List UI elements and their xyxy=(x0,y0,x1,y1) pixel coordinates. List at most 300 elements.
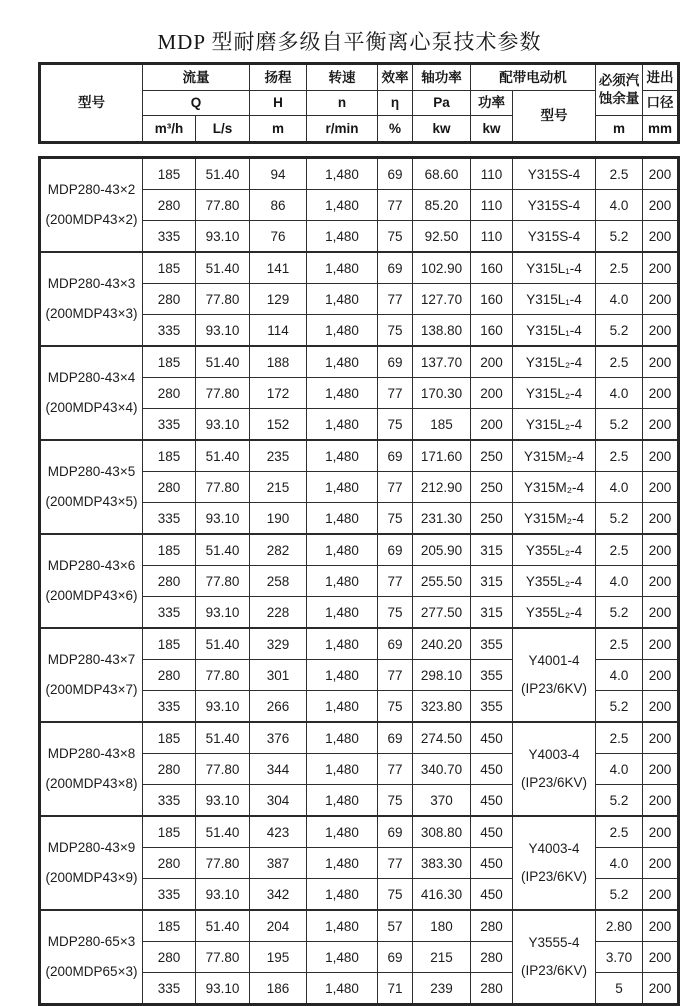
data-cell: 200 xyxy=(643,503,679,535)
col-header-npsh xyxy=(596,64,643,116)
data-cell: 92.50 xyxy=(413,221,471,253)
data-cell: 77.80 xyxy=(196,284,250,315)
data-cell: 200 xyxy=(643,440,679,472)
data-cell: 2.5 xyxy=(596,440,643,472)
table-row xyxy=(40,628,679,660)
col-header-head-unit: m xyxy=(250,116,307,143)
data-cell: 335 xyxy=(143,879,196,911)
data-cell: 200 xyxy=(643,472,679,503)
data-cell: 69 xyxy=(378,346,413,378)
data-cell: 1,480 xyxy=(307,346,378,378)
table-row xyxy=(40,158,679,190)
data-cell: 69 xyxy=(378,722,413,754)
col-header-model: 型号 xyxy=(40,64,143,143)
data-cell: 69 xyxy=(378,534,413,566)
data-cell: 1,480 xyxy=(307,503,378,535)
data-cell: 93.10 xyxy=(196,221,250,253)
motor-model-line1: Y4003-4 xyxy=(528,746,580,762)
data-cell: 200 xyxy=(643,378,679,409)
motor-model-line2: (IP23/6KV) xyxy=(520,681,588,696)
data-cell: 51.40 xyxy=(196,910,250,942)
data-cell: 110 xyxy=(471,221,513,253)
spec-data-table xyxy=(38,156,680,1006)
data-cell: 5.2 xyxy=(596,879,643,911)
data-cell: 160 xyxy=(471,284,513,315)
data-cell: 5.2 xyxy=(596,597,643,629)
data-cell: 4.0 xyxy=(596,566,643,597)
pump-model-cell xyxy=(40,158,143,253)
data-cell: 423 xyxy=(250,816,307,848)
col-header-head-symbol: H xyxy=(250,91,307,116)
table-row xyxy=(40,910,679,942)
data-cell: 77 xyxy=(378,284,413,315)
data-cell: 200 xyxy=(643,409,679,441)
data-cell: 75 xyxy=(378,691,413,723)
motor-model-cell: Y315M₂-4 xyxy=(513,440,596,472)
data-cell: 77 xyxy=(378,660,413,691)
data-cell: 4.0 xyxy=(596,848,643,879)
pump-model-cell xyxy=(40,722,143,816)
data-cell: 141 xyxy=(250,252,307,284)
data-cell: 200 xyxy=(643,848,679,879)
data-cell: 370 xyxy=(413,785,471,817)
data-cell: 200 xyxy=(643,315,679,347)
data-cell: 93.10 xyxy=(196,973,250,1005)
data-cell: 172 xyxy=(250,378,307,409)
motor-model-cell: Y315L₂-4 xyxy=(513,378,596,409)
motor-model-line1: Y4001-4 xyxy=(528,652,580,668)
data-cell: 5.2 xyxy=(596,691,643,723)
col-header-ports-unit: mm xyxy=(643,116,679,143)
data-cell: 185 xyxy=(143,346,196,378)
col-header-speed: 转速 xyxy=(307,64,378,91)
table-row xyxy=(40,722,679,754)
data-cell: 185 xyxy=(143,628,196,660)
data-cell: 185 xyxy=(143,158,196,190)
data-cell: 200 xyxy=(643,754,679,785)
data-cell: 5.2 xyxy=(596,409,643,441)
data-cell: 280 xyxy=(143,848,196,879)
data-cell: 200 xyxy=(643,660,679,691)
data-cell: 77 xyxy=(378,190,413,221)
data-cell: 1,480 xyxy=(307,910,378,942)
data-cell: 1,480 xyxy=(307,221,378,253)
col-header-npsh-line1: 必须汽 xyxy=(598,72,640,88)
data-cell: 185 xyxy=(143,252,196,284)
data-cell: 2.80 xyxy=(596,910,643,942)
col-header-flow-symbol: Q xyxy=(143,91,250,116)
data-cell: 93.10 xyxy=(196,503,250,535)
data-cell: 1,480 xyxy=(307,879,378,911)
data-cell: 77.80 xyxy=(196,472,250,503)
data-cell: 335 xyxy=(143,221,196,253)
data-cell: 51.40 xyxy=(196,252,250,284)
pump-model-cell xyxy=(40,910,143,1005)
data-cell: 1,480 xyxy=(307,566,378,597)
data-cell: 200 xyxy=(643,691,679,723)
data-cell: 1,480 xyxy=(307,472,378,503)
data-cell: 186 xyxy=(250,973,307,1005)
data-cell: 69 xyxy=(378,158,413,190)
data-cell: 77 xyxy=(378,378,413,409)
col-header-shaft-power: 轴功率 xyxy=(413,64,471,91)
table-row xyxy=(40,440,679,472)
data-cell: 93.10 xyxy=(196,785,250,817)
data-cell: 75 xyxy=(378,409,413,441)
data-cell: 335 xyxy=(143,597,196,629)
data-cell: 335 xyxy=(143,503,196,535)
data-cell: 200 xyxy=(643,252,679,284)
data-cell: 4.0 xyxy=(596,190,643,221)
data-cell: 4.0 xyxy=(596,754,643,785)
data-cell: 342 xyxy=(250,879,307,911)
data-cell: 200 xyxy=(643,190,679,221)
data-cell: 69 xyxy=(378,628,413,660)
data-cell: 4.0 xyxy=(596,284,643,315)
data-cell: 77.80 xyxy=(196,754,250,785)
data-cell: 75 xyxy=(378,879,413,911)
data-cell: 114 xyxy=(250,315,307,347)
data-cell: 215 xyxy=(250,472,307,503)
table-row xyxy=(40,816,679,848)
data-cell: 355 xyxy=(471,628,513,660)
data-cell: 200 xyxy=(471,346,513,378)
motor-model-line1: Y4003-4 xyxy=(528,840,580,856)
data-cell: 282 xyxy=(250,534,307,566)
data-cell: 450 xyxy=(471,785,513,817)
pump-model-primary: MDP280-43×5 xyxy=(47,463,136,479)
data-cell: 152 xyxy=(250,409,307,441)
data-cell: 69 xyxy=(378,252,413,284)
col-header-flow: 流量 xyxy=(143,64,250,91)
data-cell: 1,480 xyxy=(307,754,378,785)
data-cell: 76 xyxy=(250,221,307,253)
data-cell: 129 xyxy=(250,284,307,315)
data-cell: 301 xyxy=(250,660,307,691)
col-header-efficiency-symbol: η xyxy=(378,91,413,116)
spec-data-body xyxy=(40,158,679,1005)
data-cell: 71 xyxy=(378,973,413,1005)
data-cell: 1,480 xyxy=(307,597,378,629)
data-cell: 77.80 xyxy=(196,848,250,879)
data-cell: 1,480 xyxy=(307,628,378,660)
data-cell: 200 xyxy=(643,284,679,315)
data-cell: 335 xyxy=(143,691,196,723)
pump-model-secondary: (200MDP43×7) xyxy=(45,682,138,697)
data-cell: 200 xyxy=(643,221,679,253)
data-cell: 190 xyxy=(250,503,307,535)
data-cell: 280 xyxy=(471,942,513,973)
data-cell: 77.80 xyxy=(196,190,250,221)
col-header-motor-model: 型号 xyxy=(513,91,596,143)
data-cell: 1,480 xyxy=(307,158,378,190)
data-cell: 450 xyxy=(471,722,513,754)
pump-model-primary: MDP280-43×4 xyxy=(47,369,136,385)
table-row xyxy=(40,252,679,284)
data-cell: 200 xyxy=(643,158,679,190)
data-cell: 200 xyxy=(643,942,679,973)
data-cell: 280 xyxy=(143,942,196,973)
data-cell: 228 xyxy=(250,597,307,629)
data-cell: 4.0 xyxy=(596,472,643,503)
data-cell: 1,480 xyxy=(307,722,378,754)
data-cell: 255.50 xyxy=(413,566,471,597)
pump-model-secondary: (200MDP65×3) xyxy=(45,964,138,979)
data-cell: 2.5 xyxy=(596,816,643,848)
data-cell: 185 xyxy=(143,534,196,566)
data-cell: 200 xyxy=(643,879,679,911)
col-header-speed-unit: r/min xyxy=(307,116,378,143)
data-cell: 280 xyxy=(143,472,196,503)
data-cell: 200 xyxy=(643,597,679,629)
data-cell: 280 xyxy=(471,973,513,1005)
data-cell: 200 xyxy=(643,628,679,660)
data-cell: 200 xyxy=(643,816,679,848)
data-cell: 75 xyxy=(378,785,413,817)
data-cell: 102.90 xyxy=(413,252,471,284)
data-cell: 77 xyxy=(378,472,413,503)
data-cell: 93.10 xyxy=(196,597,250,629)
data-cell: 160 xyxy=(471,252,513,284)
col-header-shaft-power-symbol: Pa xyxy=(413,91,471,116)
motor-model-line2: (IP23/6KV) xyxy=(520,963,588,978)
col-header-motor-power: 功率 xyxy=(471,91,513,116)
data-cell: 68.60 xyxy=(413,158,471,190)
data-cell: 304 xyxy=(250,785,307,817)
col-header-motor-group: 配带电动机 xyxy=(471,64,596,91)
data-cell: 323.80 xyxy=(413,691,471,723)
data-cell: 5.2 xyxy=(596,503,643,535)
col-header-head: 扬程 xyxy=(250,64,307,91)
data-cell: 51.40 xyxy=(196,158,250,190)
data-cell: 2.5 xyxy=(596,628,643,660)
data-cell: 77 xyxy=(378,754,413,785)
data-cell: 200 xyxy=(643,566,679,597)
data-cell: 51.40 xyxy=(196,440,250,472)
data-cell: 5.2 xyxy=(596,221,643,253)
pump-model-primary: MDP280-43×7 xyxy=(47,651,136,667)
data-cell: 200 xyxy=(643,973,679,1005)
data-cell: 137.70 xyxy=(413,346,471,378)
pump-model-primary: MDP280-43×2 xyxy=(47,181,136,197)
data-cell: 250 xyxy=(471,503,513,535)
pump-model-secondary: (200MDP43×9) xyxy=(45,870,138,885)
data-cell: 171.60 xyxy=(413,440,471,472)
data-cell: 1,480 xyxy=(307,785,378,817)
data-cell: 94 xyxy=(250,158,307,190)
data-cell: 77.80 xyxy=(196,378,250,409)
data-cell: 57 xyxy=(378,910,413,942)
data-cell: 315 xyxy=(471,597,513,629)
data-cell: 75 xyxy=(378,597,413,629)
data-cell: 335 xyxy=(143,409,196,441)
data-cell: 335 xyxy=(143,315,196,347)
data-cell: 77 xyxy=(378,566,413,597)
pump-model-primary: MDP280-43×3 xyxy=(47,275,136,291)
page-title: MDP 型耐磨多级自平衡离心泵技术参数 xyxy=(157,30,542,54)
pump-model-primary: MDP280-43×6 xyxy=(47,557,136,573)
motor-model-cell xyxy=(513,722,596,816)
data-cell: 1,480 xyxy=(307,315,378,347)
data-cell: 1,480 xyxy=(307,190,378,221)
data-cell: 75 xyxy=(378,503,413,535)
table-row xyxy=(40,346,679,378)
data-cell: 280 xyxy=(471,910,513,942)
motor-model-line2: (IP23/6KV) xyxy=(520,775,588,790)
data-cell: 1,480 xyxy=(307,534,378,566)
motor-model-line1: Y3555-4 xyxy=(528,934,580,950)
data-cell: 1,480 xyxy=(307,942,378,973)
data-cell: 450 xyxy=(471,754,513,785)
motor-model-cell: Y315M₂-4 xyxy=(513,503,596,535)
pump-model-cell xyxy=(40,534,143,628)
data-cell: 1,480 xyxy=(307,816,378,848)
motor-model-cell: Y315L₂-4 xyxy=(513,346,596,378)
data-cell: 5.2 xyxy=(596,785,643,817)
data-cell: 416.30 xyxy=(413,879,471,911)
data-cell: 205.90 xyxy=(413,534,471,566)
data-cell: 77.80 xyxy=(196,660,250,691)
data-cell: 2.5 xyxy=(596,346,643,378)
data-cell: 2.5 xyxy=(596,534,643,566)
data-cell: 185 xyxy=(143,440,196,472)
motor-model-cell xyxy=(513,910,596,1005)
data-cell: 170.30 xyxy=(413,378,471,409)
data-cell: 200 xyxy=(643,534,679,566)
data-cell: 4.0 xyxy=(596,378,643,409)
data-cell: 204 xyxy=(250,910,307,942)
data-cell: 93.10 xyxy=(196,691,250,723)
data-cell: 51.40 xyxy=(196,346,250,378)
data-cell: 1,480 xyxy=(307,440,378,472)
data-cell: 355 xyxy=(471,691,513,723)
data-cell: 1,480 xyxy=(307,378,378,409)
spec-header-table xyxy=(38,62,680,144)
data-cell: 2.5 xyxy=(596,722,643,754)
motor-model-cell: Y315L₁-4 xyxy=(513,252,596,284)
data-cell: 188 xyxy=(250,346,307,378)
data-cell: 200 xyxy=(643,722,679,754)
pump-model-primary: MDP280-43×9 xyxy=(47,839,136,855)
data-cell: 450 xyxy=(471,816,513,848)
data-cell: 93.10 xyxy=(196,315,250,347)
data-cell: 387 xyxy=(250,848,307,879)
data-cell: 185 xyxy=(143,816,196,848)
motor-model-cell: Y315L₁-4 xyxy=(513,315,596,347)
data-cell: 69 xyxy=(378,942,413,973)
motor-model-cell xyxy=(513,628,596,722)
col-header-npsh-line2: 蚀余量 xyxy=(598,91,640,106)
data-cell: 127.70 xyxy=(413,284,471,315)
data-cell: 160 xyxy=(471,315,513,347)
data-cell: 239 xyxy=(413,973,471,1005)
data-cell: 340.70 xyxy=(413,754,471,785)
data-cell: 383.30 xyxy=(413,848,471,879)
motor-model-cell xyxy=(513,816,596,910)
data-cell: 200 xyxy=(643,785,679,817)
data-cell: 315 xyxy=(471,534,513,566)
data-cell: 200 xyxy=(643,910,679,942)
pump-model-primary: MDP280-43×8 xyxy=(47,745,136,761)
data-cell: 51.40 xyxy=(196,722,250,754)
pump-model-cell xyxy=(40,346,143,440)
data-cell: 250 xyxy=(471,472,513,503)
col-header-ports-line1: 进出 xyxy=(643,64,679,91)
motor-model-cell: Y355L₂-4 xyxy=(513,534,596,566)
data-cell: 85.20 xyxy=(413,190,471,221)
data-cell: 298.10 xyxy=(413,660,471,691)
data-cell: 200 xyxy=(471,409,513,441)
pump-model-cell xyxy=(40,816,143,910)
motor-model-cell: Y355L₂-4 xyxy=(513,566,596,597)
data-cell: 185 xyxy=(413,409,471,441)
data-cell: 185 xyxy=(143,722,196,754)
data-cell: 344 xyxy=(250,754,307,785)
data-cell: 2.5 xyxy=(596,252,643,284)
pump-model-secondary: (200MDP43×2) xyxy=(45,212,138,227)
data-cell: 266 xyxy=(250,691,307,723)
data-cell: 355 xyxy=(471,660,513,691)
data-cell: 280 xyxy=(143,566,196,597)
col-header-motor-power-unit: kw xyxy=(471,116,513,143)
data-cell: 138.80 xyxy=(413,315,471,347)
data-cell: 5.2 xyxy=(596,315,643,347)
motor-model-cell: Y315S-4 xyxy=(513,221,596,253)
data-cell: 280 xyxy=(143,190,196,221)
data-cell: 77.80 xyxy=(196,942,250,973)
data-cell: 51.40 xyxy=(196,628,250,660)
data-cell: 1,480 xyxy=(307,973,378,1005)
data-cell: 450 xyxy=(471,879,513,911)
col-header-efficiency: 效率 xyxy=(378,64,413,91)
pump-model-cell xyxy=(40,440,143,534)
data-cell: 93.10 xyxy=(196,409,250,441)
data-cell: 1,480 xyxy=(307,660,378,691)
data-cell: 329 xyxy=(250,628,307,660)
data-cell: 77 xyxy=(378,848,413,879)
motor-model-line2: (IP23/6KV) xyxy=(520,869,588,884)
data-cell: 2.5 xyxy=(596,158,643,190)
data-cell: 280 xyxy=(143,754,196,785)
pump-model-secondary: (200MDP43×6) xyxy=(45,588,138,603)
data-cell: 280 xyxy=(143,284,196,315)
pump-model-primary: MDP280-65×3 xyxy=(47,933,136,949)
data-cell: 51.40 xyxy=(196,534,250,566)
data-cell: 215 xyxy=(413,942,471,973)
col-header-shaft-power-unit: kw xyxy=(413,116,471,143)
motor-model-cell: Y315M₂-4 xyxy=(513,472,596,503)
motor-model-cell: Y315L₂-4 xyxy=(513,409,596,441)
col-header-ports-line2: 口径 xyxy=(643,91,679,116)
data-cell: 258 xyxy=(250,566,307,597)
col-header-efficiency-unit: % xyxy=(378,116,413,143)
data-cell: 212.90 xyxy=(413,472,471,503)
pump-model-secondary: (200MDP43×3) xyxy=(45,306,138,321)
motor-model-cell: Y315L₁-4 xyxy=(513,284,596,315)
data-cell: 1,480 xyxy=(307,409,378,441)
pump-model-cell xyxy=(40,628,143,722)
data-cell: 376 xyxy=(250,722,307,754)
data-cell: 277.50 xyxy=(413,597,471,629)
data-cell: 1,480 xyxy=(307,284,378,315)
data-cell: 86 xyxy=(250,190,307,221)
pump-model-secondary: (200MDP43×8) xyxy=(45,776,138,791)
motor-model-cell: Y315S-4 xyxy=(513,158,596,190)
data-cell: 110 xyxy=(471,158,513,190)
data-cell: 231.30 xyxy=(413,503,471,535)
data-cell: 250 xyxy=(471,440,513,472)
data-cell: 235 xyxy=(250,440,307,472)
